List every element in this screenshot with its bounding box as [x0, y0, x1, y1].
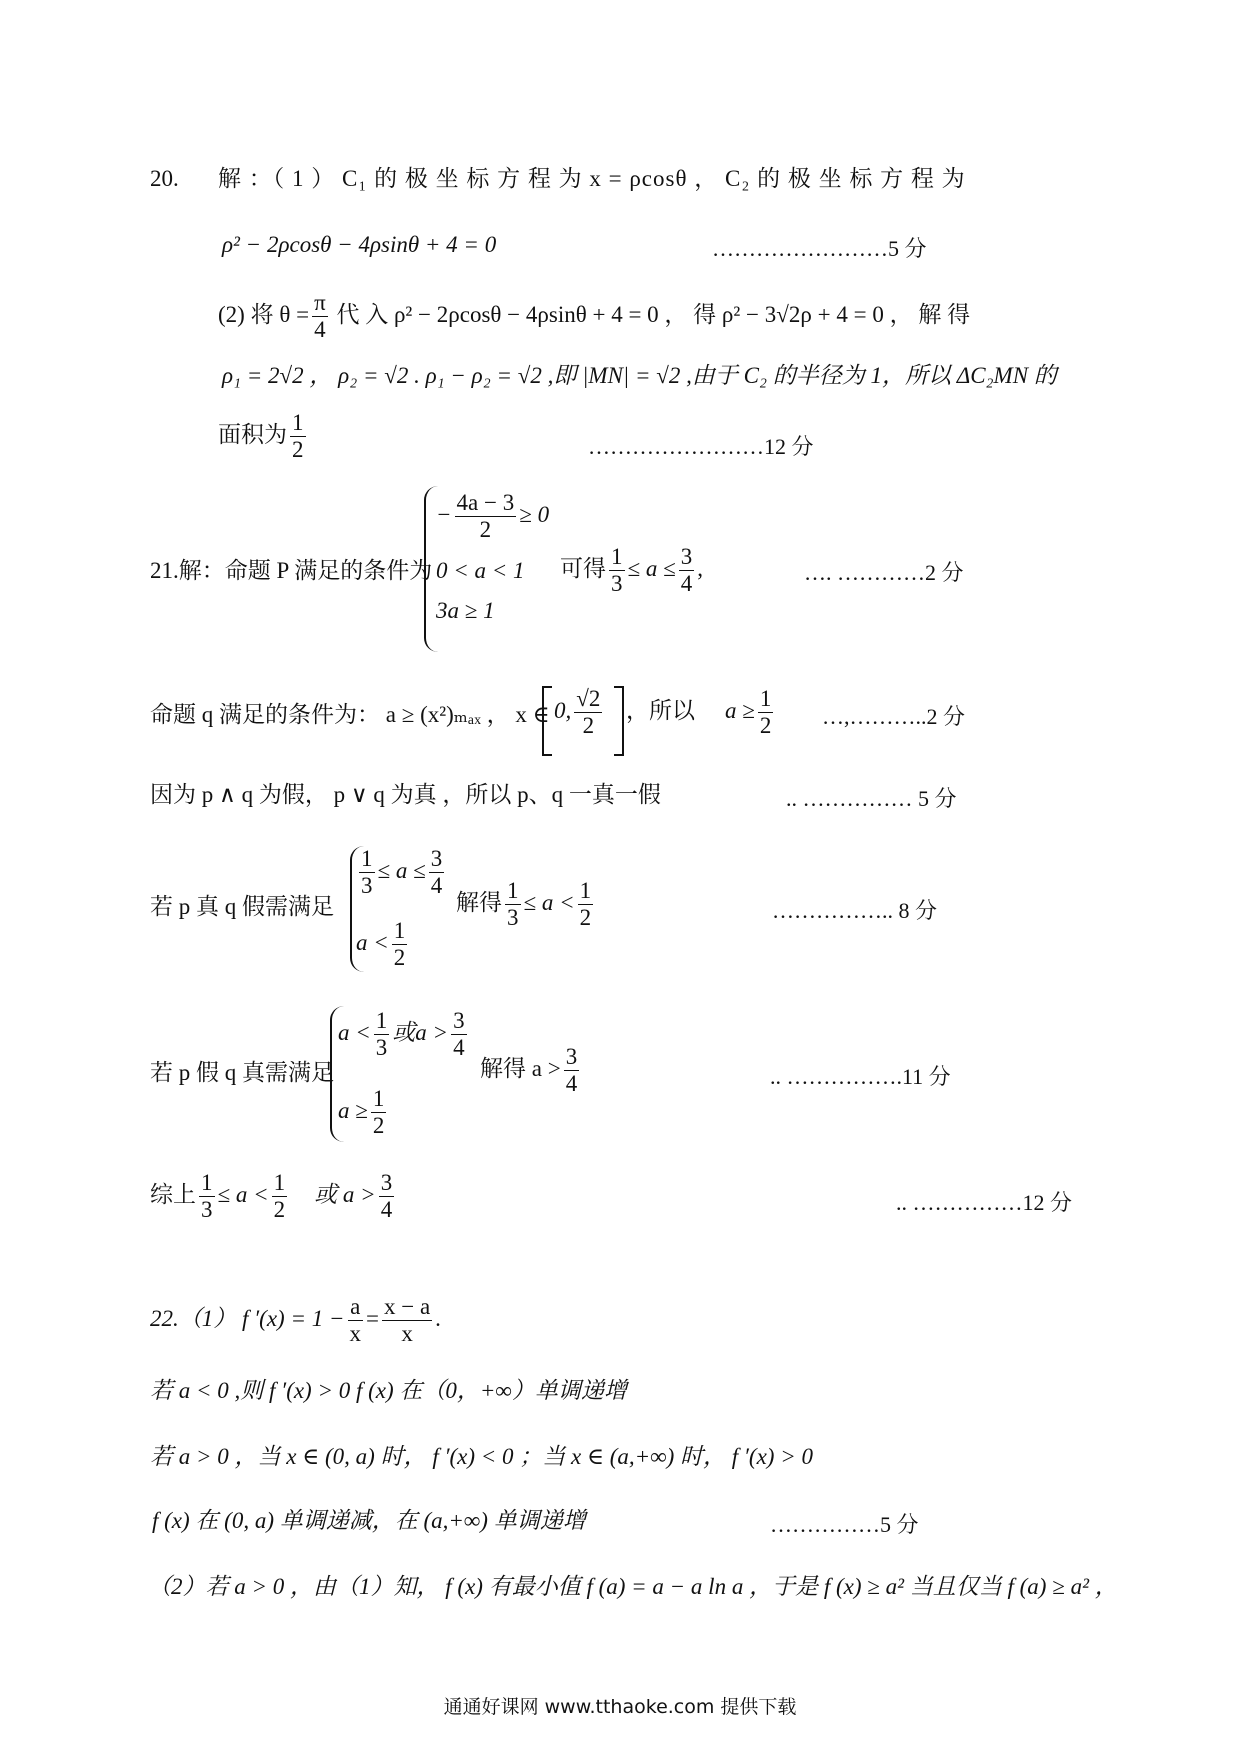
q21-score-1: …. …………2 分: [804, 560, 964, 585]
fraction-denominator: 2: [479, 517, 492, 542]
fraction-numerator: 1: [611, 544, 623, 569]
q-interval: [554, 686, 605, 739]
q22-line-2: 若 a < 0 ,则 f ′(x) > 0 f (x) 在（0，+∞）单调递增: [150, 1378, 627, 1403]
case1-row-1: [356, 846, 447, 899]
fraction-denominator: 3: [611, 571, 623, 596]
q20-score-1: ……………………5 分: [712, 236, 927, 261]
fraction-numerator: 3: [380, 1170, 393, 1195]
case1-sol-label: 解得: [456, 889, 502, 915]
result1-fraction-b: [679, 544, 695, 597]
case1-solution: [456, 878, 596, 931]
case1-fraction-a: [359, 846, 375, 899]
fraction-denominator: 4: [453, 1035, 465, 1060]
system1-row-1-post: ≥ 0: [519, 501, 550, 527]
fraction-numerator: a: [348, 1294, 364, 1321]
fraction-denominator: 4: [380, 1197, 393, 1222]
fraction-numerator: 1: [759, 686, 772, 711]
system1-row-1-fraction: [455, 490, 517, 543]
fraction-denominator: 2: [579, 905, 592, 930]
q21-score-2: …,………..2 分: [822, 704, 966, 729]
q20-line-3-pre: (2) 将 θ =: [218, 301, 310, 327]
case2-fraction-b: [451, 1008, 467, 1061]
q22-fraction-b: [382, 1294, 432, 1347]
result1-mid: ≤ a ≤: [627, 555, 676, 581]
conclusion-fraction-b: [272, 1170, 288, 1223]
fraction-denominator: 3: [361, 873, 373, 898]
fraction-numerator: 3: [565, 1044, 578, 1069]
fraction-numerator: 1: [372, 1086, 385, 1111]
fraction-denominator: 3: [201, 1197, 213, 1222]
fraction-denominator: 2: [372, 1113, 385, 1138]
case2-res-fraction: [564, 1044, 580, 1097]
q22-line-1-post: .: [435, 1305, 441, 1331]
fraction-numerator: √2: [576, 686, 601, 711]
q20-score-2: ……………………12 分: [588, 434, 814, 459]
system1-row-1-pre: −: [436, 501, 452, 527]
interval-left-bracket: [542, 686, 552, 756]
q21-conclusion: [150, 1170, 397, 1223]
q21-score-5: .. …………….11 分: [770, 1064, 951, 1089]
fraction-numerator: 3: [430, 846, 443, 871]
q22-line-1-pre: 22.（1） f ′(x) = 1 −: [150, 1305, 345, 1331]
fraction-denominator: 3: [507, 905, 519, 930]
q21-intro: 21.解：命题 P 满足的条件为: [150, 558, 433, 583]
case1-row-2-pre: a <: [356, 929, 389, 955]
case2-row-2-fraction: [371, 1086, 387, 1139]
fraction-numerator: 1: [201, 1170, 213, 1195]
fraction-numerator: 1: [375, 1008, 388, 1033]
q-interval-fraction: [574, 686, 602, 739]
fraction-numerator: 1: [292, 410, 304, 435]
area-label: 面积为: [218, 421, 287, 447]
case2-row-1-mid: 或a >: [392, 1019, 449, 1045]
fraction-numerator: 3: [453, 1008, 465, 1033]
q22-eq: =: [366, 1305, 379, 1331]
conclusion-mid: ≤ a <: [217, 1181, 269, 1207]
fraction-denominator: 4: [680, 571, 693, 596]
q20-line-1: 解 ：（ 1 ） C₁ 的 极 坐 标 方 程 为 x = ρcosθ ， C₂ 的 极 坐 标 方 程 为: [218, 166, 966, 191]
q22-line-5: （2）若 a > 0 ，由（1）知， f (x) 有最小值 f (a) = a − a ln a ，于是 f (x) ≥ a² 当且仅当 f (a) ≥ a² ，: [148, 1574, 1118, 1599]
theta-fraction: [312, 290, 328, 343]
case2-fraction-a: [374, 1008, 390, 1061]
q-result-fraction: [758, 686, 774, 739]
q22-score-1: ……………5 分: [770, 1512, 919, 1537]
system1-row-3: 3a ≥ 1: [436, 598, 495, 623]
conclusion-pre: 综上: [150, 1181, 196, 1207]
fraction-numerator: x − a: [383, 1294, 431, 1319]
fraction-denominator: 4: [314, 317, 326, 342]
case2-row-2-pre: a ≥: [338, 1097, 368, 1123]
case1-intro: 若 p 真 q 假需满足: [150, 894, 334, 919]
footer-watermark: 通通好课网 www.tthaoke.com 提供下载: [443, 1696, 797, 1718]
q20-line-5: [218, 410, 309, 463]
fraction-numerator: 4a − 3: [456, 490, 515, 515]
q20-equation-c2: ρ² − 2ρcosθ − 4ρsinθ + 4 = 0: [222, 232, 497, 257]
case1-row-1-mid: ≤ a ≤: [377, 857, 426, 883]
fraction-denominator: 2: [582, 713, 595, 738]
case2-solution: [480, 1044, 582, 1097]
q21-q-result: [626, 686, 776, 739]
case2-row-1: [338, 1008, 470, 1061]
fraction-numerator: 1: [393, 918, 406, 943]
q21-q-condition: [150, 700, 550, 730]
q21-result-1: [560, 544, 703, 597]
q-interval-start: 0,: [554, 697, 572, 723]
q22-line-3: 若 a > 0 ，当 x ∈ (0, a) 时， f ′(x) < 0 ；当 x ∈ (a,+∞) 时， f ′(x) > 0: [150, 1444, 813, 1469]
result1-post: ,: [697, 555, 703, 581]
q21-score-4: …………….. 8 分: [772, 898, 938, 923]
fraction-denominator: 2: [393, 945, 406, 970]
q-so: ，所以: [626, 697, 695, 723]
fraction-denominator: x: [349, 1321, 361, 1346]
result1-fraction-a: [609, 544, 625, 597]
fraction-numerator: 1: [361, 846, 373, 871]
fraction-denominator: 2: [273, 1197, 286, 1222]
system1-row-2: 0 < a < 1: [436, 558, 525, 583]
q-condition-text: 命题 q 满足的条件为： a ≥ (x²)ₘₐₓ ， x ∈: [150, 702, 550, 727]
system1-row-1: [436, 490, 549, 543]
q20-line-3-post: 代 入 ρ² − 2ρcosθ − 4ρsinθ + 4 = 0 ， 得 ρ² − 3√2ρ + 4 = 0 ， 解 得: [330, 301, 971, 327]
q22-line-4: f (x) 在 (0, a) 单调递减，在 (a,+∞) 单调递增: [152, 1508, 586, 1533]
area-fraction: [290, 410, 306, 463]
fraction-numerator: 3: [680, 544, 693, 569]
fraction-denominator: 2: [759, 713, 772, 738]
case1-row-2: [356, 918, 410, 971]
q21-score-6: .. ……………12 分: [896, 1190, 1073, 1215]
fraction-numerator: 1: [507, 878, 519, 903]
case2-row-1-pre: a <: [338, 1019, 371, 1045]
fraction-numerator: 1: [579, 878, 592, 903]
fraction-numerator: 1: [273, 1170, 286, 1195]
q22-fraction-a: [348, 1294, 364, 1347]
conclusion-or: 或 a >: [314, 1181, 376, 1207]
q20-number: 20.: [150, 166, 179, 191]
case1-fraction-b: [429, 846, 445, 899]
fraction-denominator: 2: [292, 437, 304, 462]
fraction-denominator: 4: [565, 1071, 578, 1096]
conclusion-fraction-a: [199, 1170, 215, 1223]
fraction-denominator: 3: [375, 1035, 388, 1060]
q-result-pre: a ≥: [725, 697, 755, 723]
case2-sol-label: 解得 a >: [480, 1055, 561, 1081]
q20-line-4: ρ₁ = 2√2 ， ρ₂ = √2 . ρ₁ − ρ₂ = √2 ,即 |MN| = √2 ,由于 C₂ 的半径为 1，所以 ΔC₂MN 的: [222, 363, 1057, 388]
case2-row-2: [338, 1086, 389, 1139]
case2-intro: 若 p 假 q 真需满足: [150, 1060, 334, 1085]
interval-right-bracket: [614, 686, 624, 756]
case1-res-fraction-b: [578, 878, 594, 931]
result1-pre: 可得: [560, 555, 606, 581]
q21-because: 因为 p ∧ q 为假， p ∨ q 为真 ，所以 p、q 一真一假: [150, 782, 661, 807]
q20-line-3: [218, 290, 970, 343]
conclusion-fraction-c: [379, 1170, 395, 1223]
case1-row-2-fraction: [392, 918, 408, 971]
case1-res-fraction-a: [505, 878, 521, 931]
fraction-denominator: x: [401, 1321, 413, 1346]
case1-res-mid: ≤ a <: [523, 889, 575, 915]
q22-line-1: [150, 1294, 441, 1347]
fraction-numerator: π: [314, 290, 326, 315]
fraction-denominator: 4: [430, 873, 443, 898]
q21-score-3: .. …………… 5 分: [786, 786, 957, 811]
